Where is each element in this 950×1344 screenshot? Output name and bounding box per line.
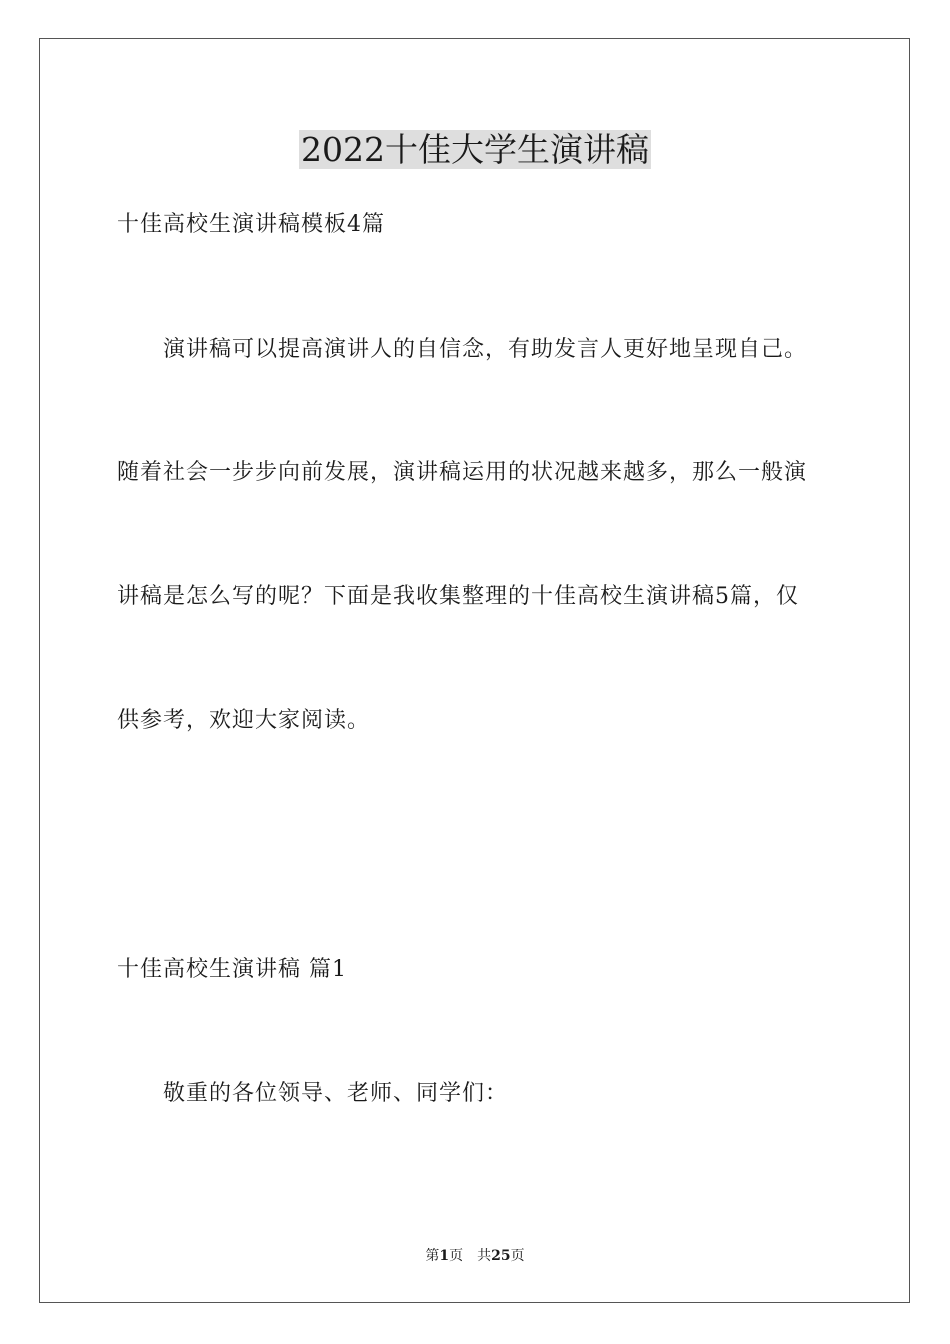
section-heading: 十佳高校生演讲稿 篇1 [117, 957, 347, 982]
page-footer [0, 1246, 950, 1266]
intro-line-4: 供参考，欢迎大家阅读。 [117, 708, 371, 733]
footer-page-number: 1 [439, 1248, 450, 1264]
intro-line-2: 随着社会一步步向前发展，演讲稿运用的状况越来越多，那么一般演 [117, 460, 808, 485]
footer-total-pages: 25 [491, 1248, 511, 1264]
document-title [0, 128, 950, 172]
document-subtitle: 十佳高校生演讲稿模板4篇 [117, 212, 385, 237]
document-title-text: 2022十佳大学生演讲稿 [301, 130, 649, 169]
footer-page-prefix: 第 [425, 1248, 440, 1264]
salutation: 敬重的各位领导、老师、同学们： [163, 1081, 509, 1106]
footer-total-suffix: 页 [510, 1248, 525, 1264]
intro-line-3: 讲稿是怎么写的呢？下面是我收集整理的十佳高校生演讲稿5篇，仅 [117, 584, 799, 609]
intro-line-1: 演讲稿可以提高演讲人的自信念，有助发言人更好地呈现自己。 [163, 337, 808, 362]
footer-total-prefix: 共 [477, 1248, 492, 1264]
footer-page-suffix: 页 [449, 1248, 464, 1264]
